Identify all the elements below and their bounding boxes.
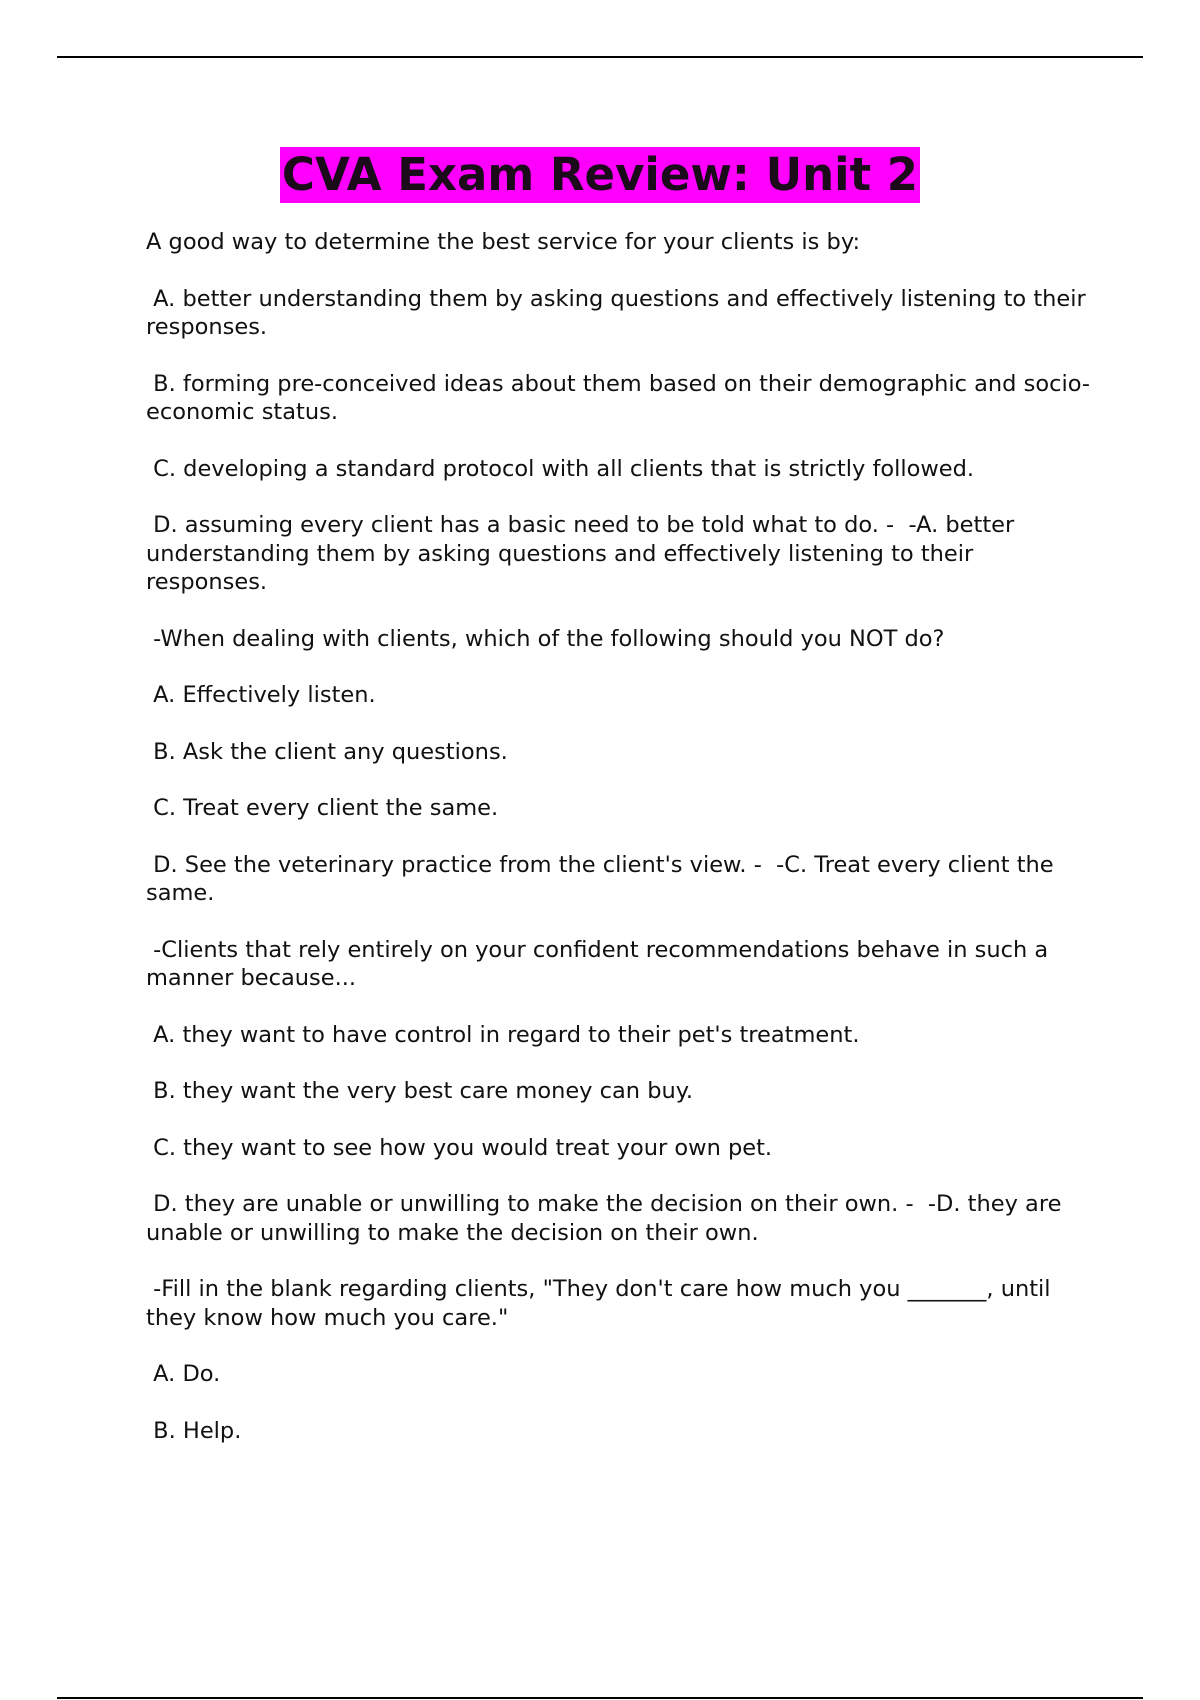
question-1-prompt: A good way to determine the best service for your clients is by:: [146, 229, 861, 255]
question-2-option-a: A. Effectively listen.: [146, 682, 376, 708]
question-4-option-a: A. Do.: [146, 1361, 221, 1387]
question-1-option-d-answer: D. assuming every client has a basic need to be told what to do. - -A. better understanding them by asking questions and effectively listening to their responses.: [146, 512, 1022, 595]
question-4-option-b: B. Help.: [146, 1417, 242, 1444]
question-2-prompt: -When dealing with clients, which of the following should you NOT do?: [146, 625, 945, 652]
question-2-option-d-answer: D. See the veterinary practice from the client's view. - -C. Treat every client the same.: [146, 851, 1061, 906]
question-1-option-a: A. better understanding them by asking questions and effectively listening to their responses.: [146, 285, 1093, 340]
question-2-option-c: C. Treat every client the same.: [146, 795, 499, 821]
question-3-prompt: -Clients that rely entirely on your confident recommendations behave in such a manner because...: [146, 936, 1056, 991]
question-1-option-b: B. forming pre-conceived ideas about them based on their demographic and socio-economic status.: [146, 370, 1091, 425]
header-rule: [57, 56, 1143, 58]
question-3-option-d-answer: D. they are unable or unwilling to make the decision on their own. - -D. they are unable or unwilling to make the decision on their own.: [146, 1191, 1069, 1246]
question-4-prompt: -Fill in the blank regarding clients, "They don't care how much you _______, until they know how much you care.": [146, 1276, 1058, 1331]
question-3-option-b: B. they want the very best care money can buy.: [146, 1078, 694, 1104]
document-body: [146, 228, 1096, 1473]
question-2-option-b: B. Ask the client any questions.: [146, 738, 508, 765]
question-3-option-c: C. they want to see how you would treat your own pet.: [146, 1134, 773, 1161]
document-title: CVA Exam Review: Unit 2: [281, 148, 919, 201]
title-container: [0, 147, 1200, 203]
question-1-option-c: C. developing a standard protocol with all clients that is strictly followed.: [146, 455, 975, 482]
footer-rule: [57, 1697, 1143, 1699]
question-3-option-a: A. they want to have control in regard to their pet's treatment.: [146, 1021, 860, 1048]
